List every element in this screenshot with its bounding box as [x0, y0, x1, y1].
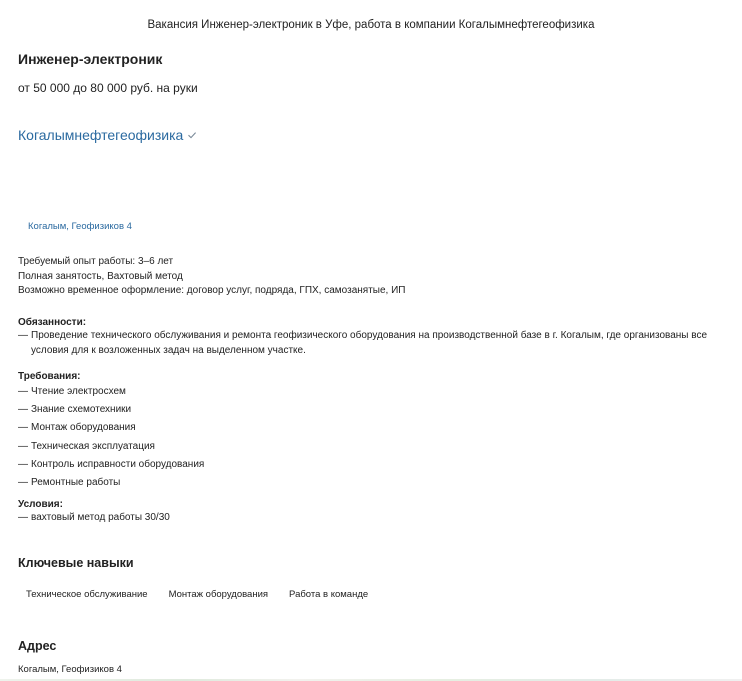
requirements-section — [18, 371, 736, 492]
requirements-heading: Требования: — [18, 371, 81, 382]
duties-section — [18, 317, 736, 358]
requirement-text: Монтаж оборудования — [31, 422, 136, 434]
map-address-link[interactable]: Когалым, Геофизиков 4 — [28, 221, 132, 232]
duty-text: Проведение технического обслуживания и ремонта геофизического оборудования на производственной базе в г. Когалым, где организованы все условия для к возложенных задач на выделенном участке. — [31, 330, 708, 356]
page-title: Вакансия Инженер-электроник в Уфе, работа в компании Когалымнефтегеофизика — [147, 19, 595, 31]
dash-marker: — — [18, 512, 28, 523]
dash-marker: — — [18, 330, 28, 341]
list-item — [18, 511, 736, 526]
dash-marker: — — [18, 440, 28, 452]
skills-heading: Ключевые навыки — [18, 556, 134, 570]
condition-text: вахтовый метод работы 30/30 — [31, 512, 170, 523]
conditions-heading: Условия: — [18, 499, 63, 510]
registration-text: Возможно временное оформление: договор услуг, подряда, ГПХ, самозанятые, ИП — [18, 285, 406, 296]
list-item — [18, 329, 736, 358]
experience-text: Требуемый опыт работы: 3–6 лет — [18, 256, 174, 267]
dash-marker: — — [18, 422, 28, 434]
address-heading: Адрес — [18, 639, 57, 653]
requirement-text: Контроль исправности оборудования — [31, 458, 205, 470]
company-name[interactable]: Когалымнефтегеофизика — [18, 127, 184, 143]
employment-text: Полная занятость, Вахтовый метод — [18, 270, 183, 282]
requirement-text: Знание схемотехники — [31, 404, 132, 416]
list-item — [18, 456, 736, 474]
list-item — [18, 383, 736, 401]
dash-marker: — — [18, 386, 28, 397]
check-icon — [187, 130, 197, 140]
skill-tag: Работа в команде — [289, 589, 369, 600]
vacancy-meta — [18, 255, 405, 299]
vacancy-salary: от 50 000 до 80 000 руб. на руки — [18, 81, 198, 95]
conditions-section — [18, 499, 736, 526]
duties-heading: Обязанности: — [18, 317, 87, 328]
skills-list — [18, 589, 381, 600]
vacancy-title: Инженер-электроник — [18, 51, 163, 67]
dash-marker: — — [18, 476, 28, 488]
list-item — [18, 419, 736, 437]
dash-marker: — — [18, 404, 28, 416]
list-item — [18, 474, 736, 492]
requirement-text: Ремонтные работы — [31, 476, 121, 488]
requirement-text: Чтение электросхем — [31, 386, 126, 397]
dash-marker: — — [18, 458, 28, 470]
address-text: Когалым, Геофизиков 4 — [18, 664, 122, 675]
list-item — [18, 401, 736, 419]
requirement-text: Техническая эксплуатация — [31, 440, 155, 452]
company-link[interactable] — [18, 127, 197, 143]
skill-tag: Техническое обслуживание — [26, 589, 148, 600]
skill-tag: Монтаж оборудования — [168, 589, 269, 600]
list-item — [18, 438, 736, 456]
